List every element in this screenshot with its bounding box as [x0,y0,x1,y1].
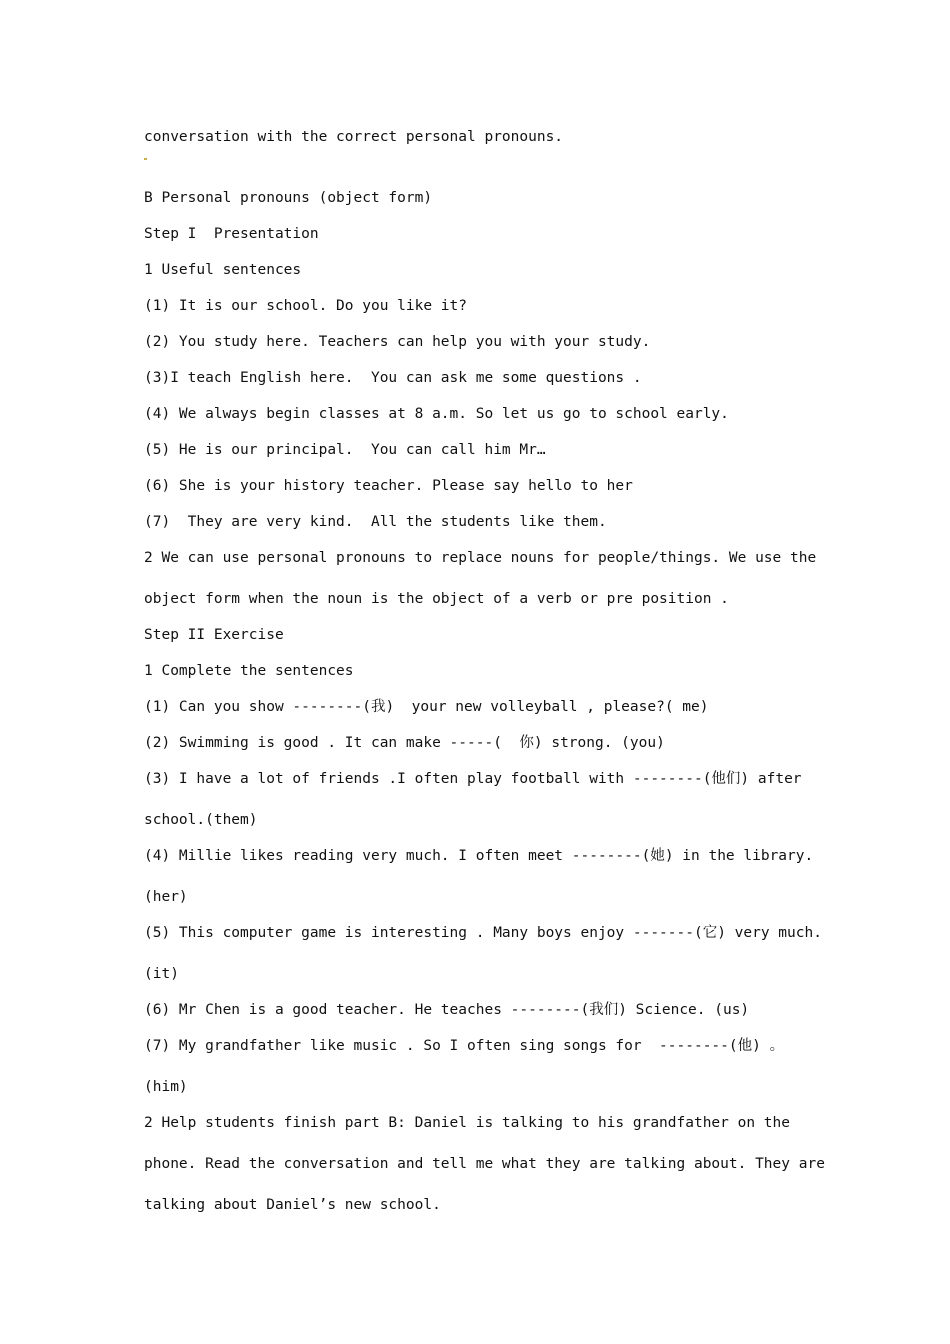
exercise-line: (him) [144,1079,188,1095]
sentence-line: (2) You study here. Teachers can help you with your study. [144,334,651,350]
paragraph-line: 2 We can use personal pronouns to replace nouns for people/things. We use the [144,550,817,566]
sentence-line: (3)I teach English here. You can ask me some questions . [144,370,642,386]
sentence-line: (5) He is our principal. You can call him Mr… [144,442,546,458]
sentence-line: (6) She is your history teacher. Please say hello to her [144,478,633,494]
exercise-line: (2) Swimming is good . It can make -----( 你) strong. (you) [144,735,665,751]
exercise-line: (her) [144,889,188,905]
subheading: 1 Complete the sentences [144,663,354,679]
intro-line: conversation with the correct personal pronouns. [144,129,564,145]
paragraph-line: object form when the noun is the object of a verb or pre position . [144,591,729,607]
exercise-line: (3) I have a lot of friends .I often play football with --------(他们) after [144,771,802,787]
step-heading: Step I Presentation [144,226,319,242]
exercise-line: school.(them) [144,812,258,828]
step-heading: Step II Exercise [144,627,284,643]
exercise-line: (1) Can you show --------(我) your new volleyball , please?( me) [144,699,709,715]
format-mark [144,158,147,160]
exercise-line: (5) This computer game is interesting . Many boys enjoy -------(它) very much. [144,925,822,941]
section-heading: B Personal pronouns (object form) [144,190,433,206]
subheading: 1 Useful sentences [144,262,302,278]
paragraph-line: 2 Help students finish part B: Daniel is talking to his grandfather on the [144,1115,791,1131]
sentence-line: (4) We always begin classes at 8 a.m. So let us go to school early. [144,406,729,422]
exercise-line: (4) Millie likes reading very much. I often meet --------(她) in the library. [144,848,814,864]
sentence-line: (7) They are very kind. All the students like them. [144,514,607,530]
exercise-line: (6) Mr Chen is a good teacher. He teaches --------(我们) Science. (us) [144,1002,750,1018]
sentence-line: (1) It is our school. Do you like it? [144,298,468,314]
exercise-line: (it) [144,966,179,982]
paragraph-line: talking about Daniel’s new school. [144,1197,441,1213]
paragraph-line: phone. Read the conversation and tell me what they are talking about. They are [144,1156,825,1172]
exercise-line: (7) My grandfather like music . So I often sing songs for --------(他) 。 [144,1038,785,1054]
